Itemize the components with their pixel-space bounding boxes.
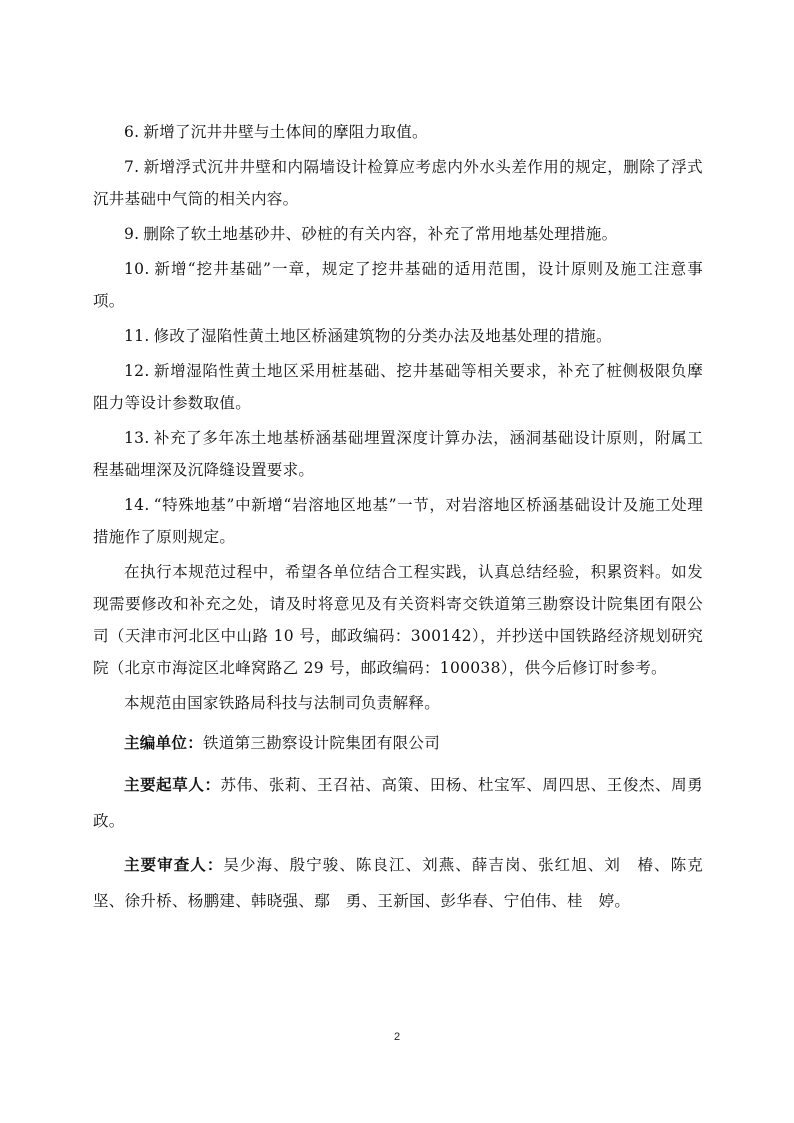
item-number: 12. [124,362,150,380]
revision-item-14 [93,489,703,553]
page-number: 2 [393,1031,401,1043]
revision-item-6 [93,116,703,148]
revision-item-12 [93,355,703,419]
reviewers-line [93,847,703,919]
item-number: 13. [124,429,150,447]
drafters-label: 主要起草人： [124,775,221,794]
document-body [93,116,703,919]
item-text: 新增“挖井基础”一章，规定了挖井基础的适用范围，设计原则及施工注意事项。 [93,260,703,310]
interpretation-paragraph: 本规范由国家铁路局科技与法制司负责解释。 [124,694,441,712]
revision-item-7 [93,151,703,215]
item-text: 补充了多年冻土地基桥涵基础埋置深度计算办法，涵洞基础设计原则，附属工程基础埋深及沉降缝设置要求。 [93,429,703,479]
item-number: 10. [124,260,150,278]
drafters-value: 苏伟、张莉、王召祜、高策、田杨、杜宝军、周四思、王俊杰、周勇政。 [93,776,703,830]
item-text: 修改了湿陷性黄土地区桥涵建筑物的分类办法及地基处理的措施。 [153,327,612,345]
chief-editor-line [93,727,703,759]
revision-item-10 [93,253,703,317]
item-number: 14. [124,496,150,514]
revision-item-11 [93,320,703,352]
item-text: 新增湿陷性黄土地区采用桩基础、挖井基础等相关要求，补充了桩侧极限负摩阻力等设计参数取值。 [93,362,703,412]
item-number: 6. [124,123,140,141]
drafters-line [93,767,703,839]
chief-editor-label: 主编单位： [124,733,204,752]
item-text: 新增了沉井井壁与土体间的摩阻力取值。 [143,123,428,141]
item-text: 新增浮式沉井井壁和内隔墙设计检算应考虑内外水头差作用的规定，删除了浮式沉井基础中气筒的相关内容。 [93,158,703,208]
feedback-paragraph: 在执行本规范过程中，希望各单位结合工程实践，认真总结经验，积累资料。如发现需要修改和补充之处，请及时将意见及有关资料寄交铁道第三勘察设计院集团有限公司（天津市河北区中山路 10 号，邮政编码：300142），并抄送中国铁路经济规划研究院（北京市海淀区北峰窝路乙 29 号，邮政编码：100038），供今后修订时参考。 [93,563,703,677]
reviewers-label: 主要审查人： [124,855,224,874]
item-text: “特殊地基”中新增“岩溶地区地基”一节，对岩溶地区桥涵基础设计及施工处理措施作了原则规定。 [93,496,703,546]
revision-item-13 [93,422,703,486]
item-number: 11. [124,327,150,345]
item-number: 7. [124,158,140,176]
reviewers-value: 吴少海、殷宁骏、陈良江、刘燕、薛吉岗、张红旭、刘 椿、陈克坚、徐升桥、杨鹏建、韩晓强、鄢 勇、王新国、彭华春、宁伯伟、桂 婷。 [93,856,703,910]
item-number: 9. [124,225,140,243]
chief-editor-value: 铁道第三勘察设计院集团有限公司 [203,734,441,752]
revision-item-9 [93,218,703,250]
item-text: 删除了软土地基砂井、砂桩的有关内容，补充了常用地基处理措施。 [143,225,618,243]
